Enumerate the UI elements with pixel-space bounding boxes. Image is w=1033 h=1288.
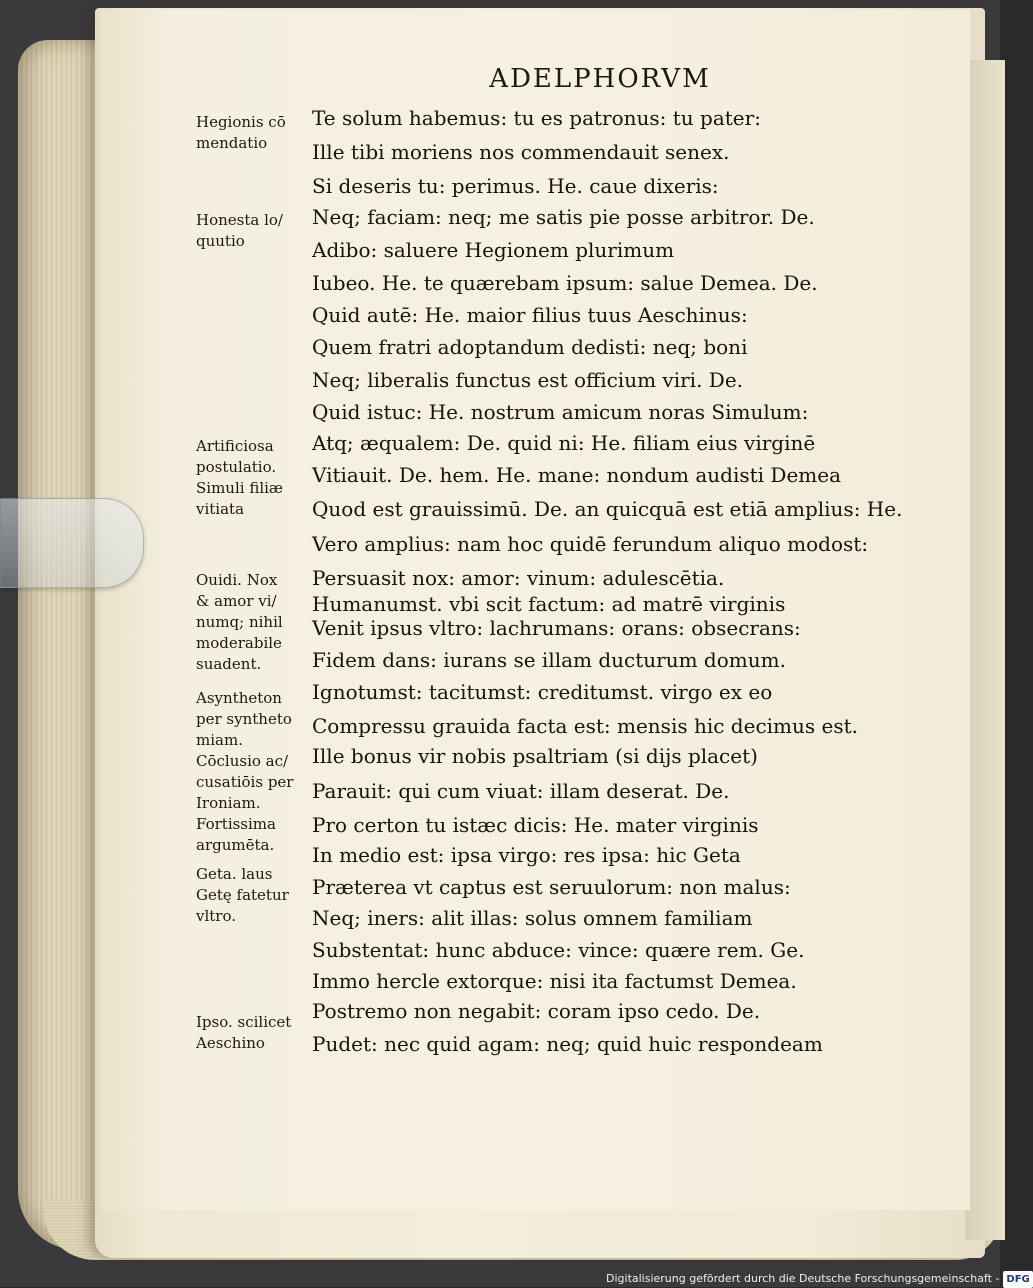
margin-gloss (196, 210, 314, 252)
gloss-line: postulatio. (196, 458, 277, 476)
verse-line: Pro certon tu istæc dicis: He. mater virginis (312, 813, 759, 837)
gloss-line: argumēta. (196, 836, 275, 854)
margin-gloss (196, 1012, 314, 1054)
gloss-line: Ipso. scilicet (196, 1013, 292, 1031)
verse-line: Immo hercle extorque: nisi ita factumst Demea. (312, 969, 797, 993)
verse-line: Quid autē: He. maior filius tuus Aeschinus: (312, 303, 748, 327)
gloss-line: miam. (196, 731, 243, 749)
gloss-line: suadent. (196, 655, 262, 673)
gloss-line: Geta. laus (196, 865, 273, 883)
verse-line: Substentat: hunc abduce: vince: quære rem. Ge. (312, 938, 805, 962)
gloss-line: numq; nihil (196, 613, 283, 631)
gloss-line: Ouidi. Nox (196, 571, 278, 589)
running-header: ADELPHORVM (489, 64, 711, 94)
verse-line: Fidem dans: iurans se illam ducturum domum. (312, 648, 786, 672)
gloss-line: cusatiōis per (196, 773, 294, 791)
dfg-logo: DFG (1003, 1271, 1032, 1288)
margin-gloss (196, 688, 314, 856)
gloss-line: Fortissima (196, 815, 276, 833)
verse-line: Persuasit nox: amor: vinum: adulescētia. (312, 566, 725, 590)
verse-line: Adibo: saluere Hegionem plurimum (312, 238, 675, 262)
gloss-line: Ironiam. (196, 794, 261, 812)
gloss-line: quutio (196, 232, 245, 250)
gloss-line: Getę fatetur (196, 886, 289, 904)
gloss-line: vltro. (196, 907, 237, 925)
gloss-line: Hegionis cō (196, 113, 286, 131)
verse-line: Te solum habemus: tu es patronus: tu pater: (312, 106, 761, 130)
gloss-line: per syntheto (196, 710, 292, 728)
gloss-line: & amor vi/ (196, 592, 277, 610)
verse-line: Quod est grauissimū. De. an quicquā est etiā amplius: He. (312, 497, 903, 521)
verse-line: Pudet: nec quid agam: neq; quid huic respondeam (312, 1032, 823, 1056)
verse-line: Neq; liberalis functus est officium viri. De. (312, 368, 744, 392)
verse-line: Humanumst. vbi scit factum: ad matrē virginis (312, 592, 786, 616)
margin-gloss (196, 436, 314, 520)
verse-line: Vero amplius: nam hoc quidē ferundum aliquo modost: (312, 532, 869, 556)
verse-line: Neq; faciam: neq; me satis pie posse arbitror. De. (312, 205, 815, 229)
verse-line: Neq; iners: alit illas: solus omnem familiam (312, 906, 753, 930)
verse-line: Ille bonus vir nobis psaltriam (si dijs placet) (312, 744, 758, 768)
gloss-line: mendatio (196, 134, 268, 152)
verse-line: Quid istuc: He. nostrum amicum noras Simulum: (312, 400, 809, 424)
verse-line: Vitiauit. De. hem. He. mane: nondum audisti Demea (312, 463, 842, 487)
gloss-line: vitiata (196, 500, 245, 518)
gloss-line: Asyntheton (196, 689, 282, 707)
verse-line: Parauit: qui cum viuat: illam deserat. De. (312, 779, 730, 803)
verse-line: Ignotumst: tacitumst: creditumst. virgo ex eo (312, 680, 773, 704)
verse-line: In medio est: ipsa virgo: res ipsa: hic Geta (312, 843, 741, 867)
margin-gloss (196, 864, 314, 927)
verse-line: Venit ipsus vltro: lachrumans: orans: obsecrans: (312, 616, 801, 640)
glass-page-weight (0, 498, 144, 588)
gloss-line: moderabile (196, 634, 282, 652)
margin-gloss (196, 112, 314, 154)
verse-line: Ille tibi moriens nos commendauit senex. (312, 140, 730, 164)
verse-line: Postremo non negabit: coram ipso cedo. De. (312, 999, 761, 1023)
gloss-line: Simuli filiæ (196, 479, 284, 497)
verse-line: Præterea vt captus est seruulorum: non malus: (312, 875, 791, 899)
verse-line: Si deseris tu: perimus. He. caue dixeris: (312, 174, 719, 198)
gloss-line: Cōclusio ac/ (196, 752, 289, 770)
gloss-line: Artificiosa (196, 437, 274, 455)
verse-line: Iubeo. He. te quærebam ipsum: salue Demea. De. (312, 271, 818, 295)
gloss-line: Aeschino (196, 1034, 265, 1052)
gloss-line: Honesta lo/ (196, 211, 283, 229)
credit-text: Digitalisierung gefördert durch die Deutsche Forschungsgemeinschaft - (606, 1272, 1000, 1285)
margin-gloss (196, 570, 314, 675)
verse-line: Quem fratri adoptandum dedisti: neq; boni (312, 335, 748, 359)
verse-line: Atq; æqualem: De. quid ni: He. filiam eius virginē (312, 431, 816, 455)
facing-page-edge (965, 60, 1005, 1240)
verse-line: Compressu grauida facta est: mensis hic decimus est. (312, 714, 858, 738)
digitization-credit (606, 1270, 1030, 1287)
